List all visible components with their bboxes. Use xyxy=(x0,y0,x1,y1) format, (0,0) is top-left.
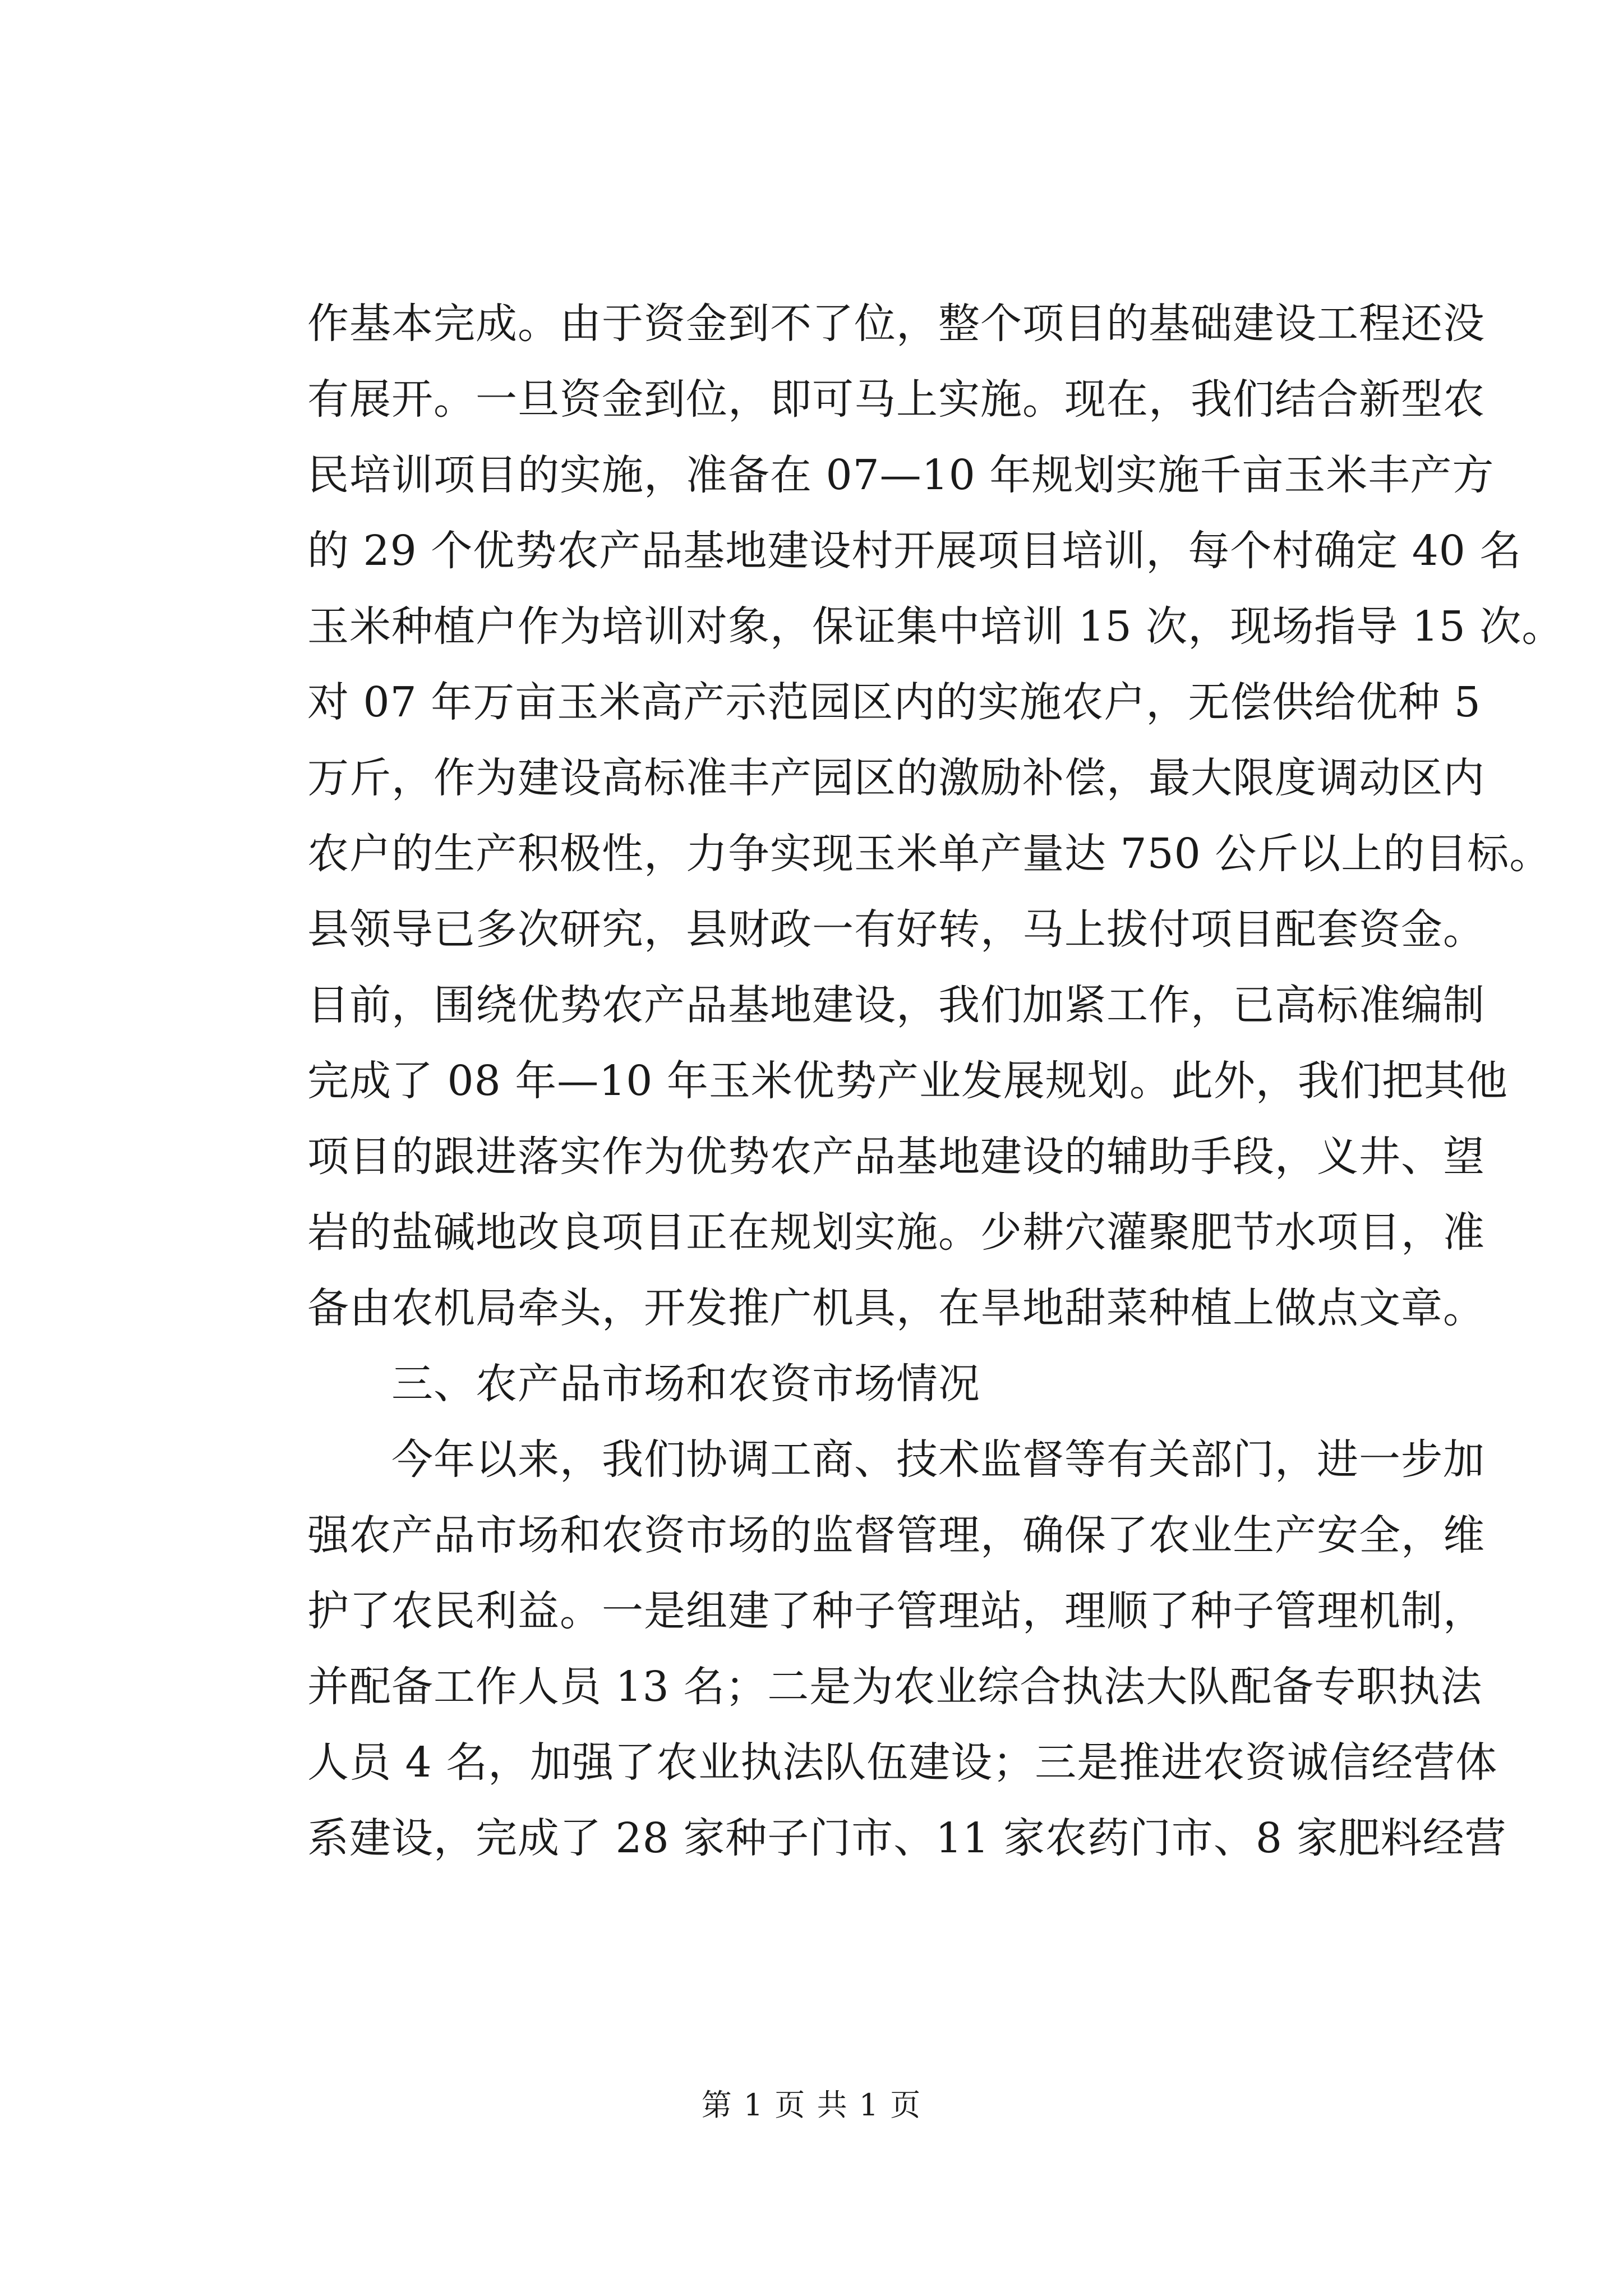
text-line: 今年以来，我们协调工商、技术监督等有关部门，进一步加 xyxy=(391,1435,1485,1484)
section-heading: 三、农产品市场和农资市场情况 xyxy=(391,1360,980,1408)
text-line: 人员 4 名，加强了农业执法队伍建设；三是推进农资诚信经营体 xyxy=(307,1738,1498,1787)
text-line: 完成了 08 年—10 年玉米优势产业发展规划。此外，我们把其他 xyxy=(307,1057,1508,1105)
text-line: 目前，围绕优势农产品基地建设，我们加紧工作，已高标准编制 xyxy=(307,981,1485,1029)
text-line: 的 29 个优势农产品基地建设村开展项目培训，每个村确定 40 名 xyxy=(307,527,1522,575)
document-body xyxy=(307,286,1564,1876)
text-line: 岩的盐碱地改良项目正在规划实施。少耕穴灌聚肥节水项目，准 xyxy=(307,1208,1485,1257)
text-line: 县领导已多次研究，县财政一有好转，马上拔付项目配套资金。 xyxy=(307,905,1485,954)
text-line: 农户的生产积极性，力争实现玉米单产量达 750 公斤以上的目标。 xyxy=(307,830,1552,878)
text-line: 对 07 年万亩玉米高产示范园区内的实施农户，无偿供给优种 5 xyxy=(307,678,1481,726)
text-line: 系建设，完成了 28 家种子门市、11 家农药门市、8 家肥料经营 xyxy=(307,1814,1507,1862)
text-line: 民培训项目的实施，准备在 07—10 年规划实施千亩玉米丰产方 xyxy=(307,451,1495,499)
text-line: 护了农民利益。一是组建了种子管理站，理顺了种子管理机制， xyxy=(307,1587,1485,1635)
text-line: 玉米种植户作为培训对象，保证集中培训 15 次，现场指导 15 次。 xyxy=(307,602,1564,651)
text-line: 并配备工作人员 13 名；二是为农业综合执法大队配备专职执法 xyxy=(307,1663,1483,1711)
text-line: 万斤，作为建设高标准丰产园区的激励补偿，最大限度调动区内 xyxy=(307,754,1485,802)
text-line: 有展开。一旦资金到位，即可马上实施。现在，我们结合新型农 xyxy=(307,375,1485,424)
text-line: 强农产品市场和农资市场的监督管理，确保了农业生产安全，维 xyxy=(307,1511,1485,1559)
text-line: 作基本完成。由于资金到不了位，整个项目的基础建设工程还没 xyxy=(307,300,1485,348)
text-line: 备由农机局牵头，开发推广机具，在旱地甜菜种植上做点文章。 xyxy=(307,1284,1485,1332)
page-footer: 第 1 页 共 1 页 xyxy=(701,2087,922,2123)
text-line: 项目的跟进落实作为优势农产品基地建设的辅助手段，义井、望 xyxy=(307,1133,1485,1181)
